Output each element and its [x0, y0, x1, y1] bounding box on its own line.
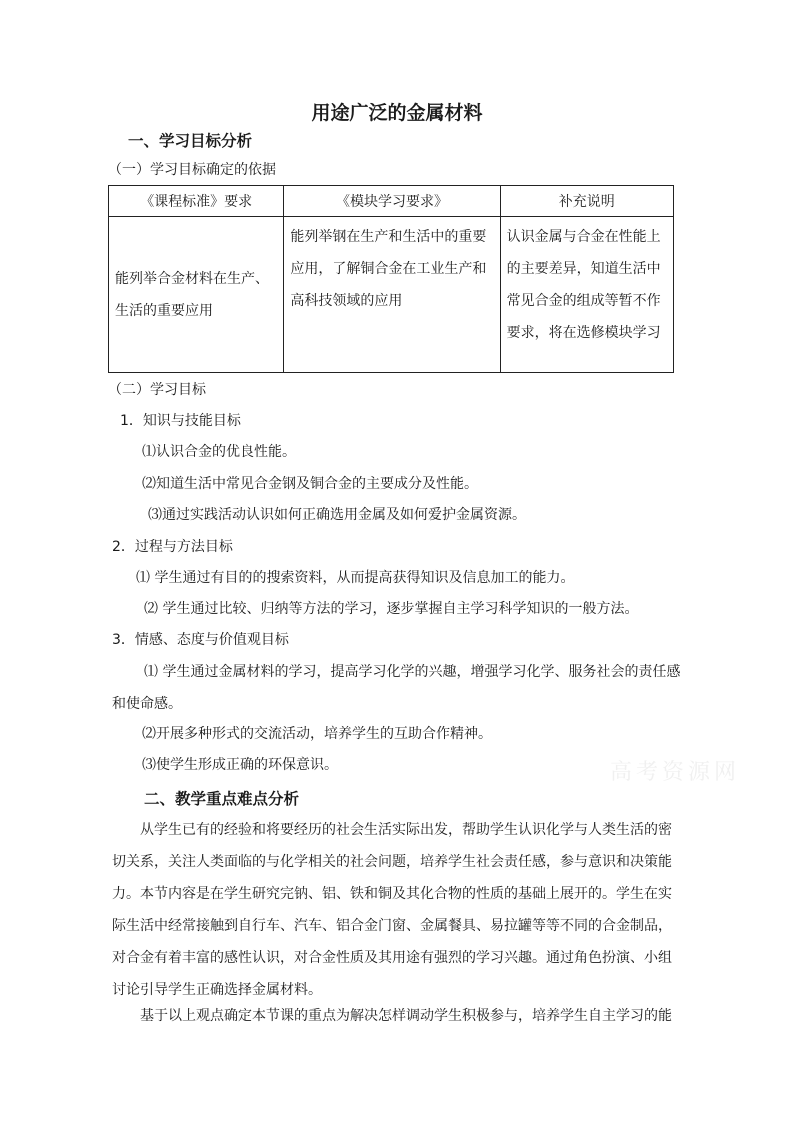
goal-item: ⑶通过实践活动认识如何正确选用金属及如何爱护金属资源。	[148, 507, 526, 523]
goal-item: ⑵ 学生通过比较、归纳等方法的学习，逐步掌握自主学习科学知识的一般方法。	[144, 601, 639, 617]
goal-heading-process: 2．过程与方法目标	[112, 539, 233, 555]
goal-item: ⑵开展多种形式的交流活动，培养学生的互助合作精神。	[142, 726, 492, 742]
goal-item: ⑴认识合金的优良性能。	[142, 444, 296, 460]
table-header-supplement: 补充说明	[500, 186, 673, 217]
subheading-objectives: （二）学习目标	[108, 382, 206, 398]
table-cell-curriculum: 能列举合金材料在生产、生活的重要应用	[109, 217, 284, 373]
table-cell-supplement: 认识金属与合金在性能上的主要差异，知道生活中常见合金的组成等暂不作要求，将在选修模块学习	[500, 217, 673, 373]
table-header-module: 《模块学习要求》	[284, 186, 500, 217]
subheading-basis: （一）学习目标确定的依据	[108, 162, 276, 178]
goal-heading-knowledge: 1．知识与技能目标	[120, 413, 241, 429]
goal-item: ⑴ 学生通过金属材料的学习，提高学习化学的兴趣，增强学习化学、服务社会的责任感和使命感。	[112, 664, 681, 712]
page-title: 用途广泛的金属材料	[311, 102, 483, 124]
table-cell-module: 能列举钢在生产和生活中的重要应用，了解铜合金在工业生产和高科技领域的应用	[284, 217, 500, 373]
goal-item: ⑶使学生形成正确的环保意识。	[142, 757, 338, 773]
paragraph: 从学生已有的经验和将要经历的社会生活实际出发，帮助学生认识化学与人类生活的密切关系，关注人类面临的与化学相关的社会问题，培养学生社会责任感，参与意识和决策能力。本节内容是在学生研究完钠、铝、铁和铜及其化合物的性质的基础上展开的。学生在实际生活中经常接触到自行车、汽车、铝合金门窗、金属餐具、易拉罐等等不同的合金制品，对合金有着丰富的感性认识，对合金性质及其用途有强烈的学习兴趣。通过角色扮演、小组讨论引导学生正确选择金属材料。	[112, 822, 672, 998]
section-heading-objectives: 一、学习目标分析	[128, 131, 253, 150]
watermark: 高考资源网	[610, 760, 741, 785]
objectives-table	[108, 185, 674, 373]
goal-item: ⑴ 学生通过有目的的搜索资料，从而提高获得知识及信息加工的能力。	[136, 570, 575, 586]
table-header-curriculum: 《课程标准》要求	[109, 186, 284, 217]
goal-heading-attitude: 3．情感、态度与价值观目标	[112, 632, 289, 648]
goal-item: ⑵知道生活中常见合金钢及铜合金的主要成分及性能。	[142, 476, 478, 492]
section-heading-keypoints: 二、教学重点难点分析	[144, 789, 300, 808]
paragraph: 基于以上观点确定本节课的重点为解决怎样调动学生积极参与，培养学生自主学习的能	[140, 1008, 672, 1024]
